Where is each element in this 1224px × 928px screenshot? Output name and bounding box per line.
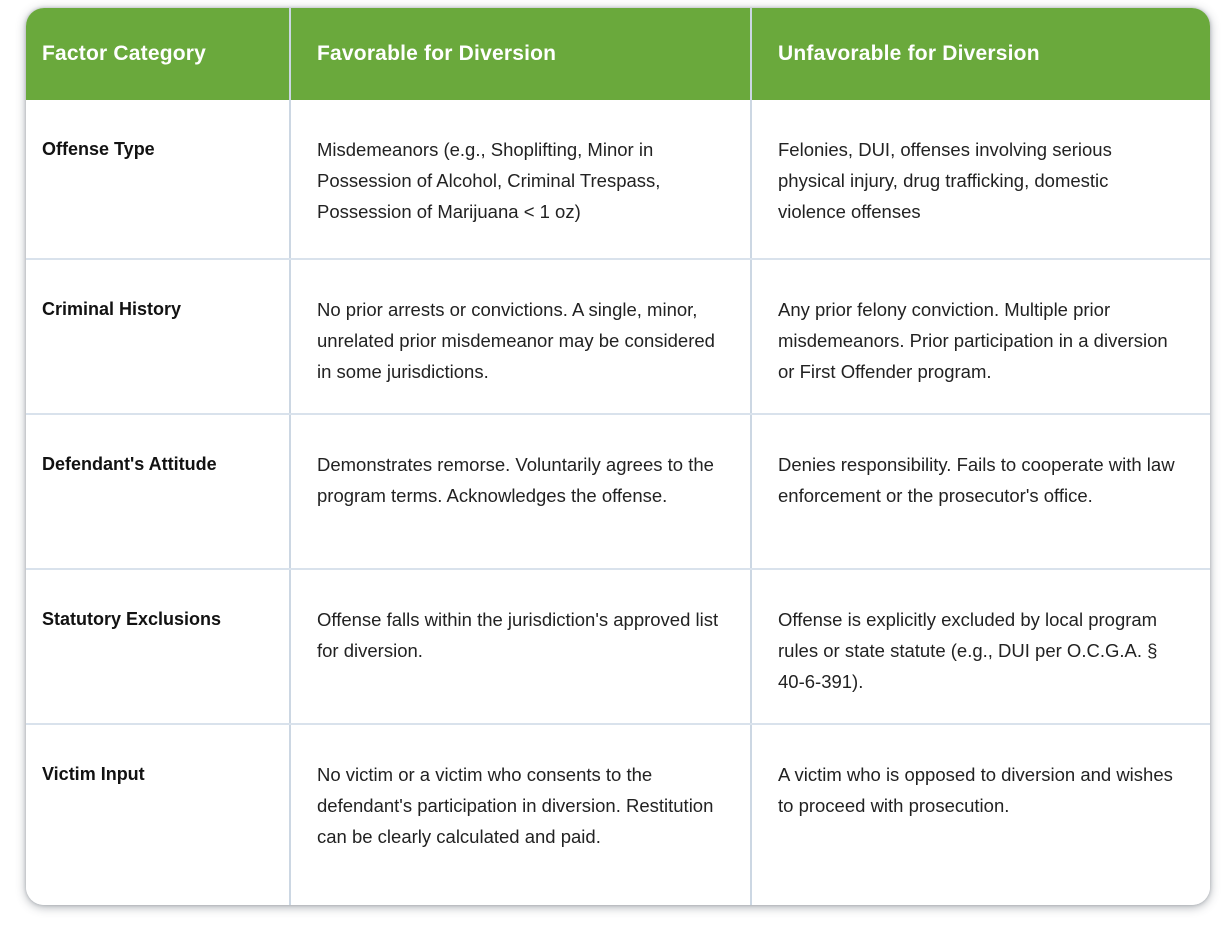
category-cell: Offense Type [42,139,155,159]
table-header-row [26,8,1210,100]
category-cell: Statutory Exclusions [42,609,222,629]
favorable-cell: Offense falls within the jurisdiction's approved list for diversion. [289,570,750,723]
table-row-victim-input [26,723,1210,905]
column-header-favorable: Favorable for Diversion [289,8,750,100]
favorable-cell: Misdemeanors (e.g., Shoplifting, Minor in Possession of Alcohol, Criminal Trespass, Possession of Marijuana < 1 oz) [289,100,750,258]
table-row-criminal-history [26,258,1210,413]
unfavorable-cell: Offense is explicitly excluded by local program rules or state statute (e.g., DUI per O.C.G.A. § 40-6-391). [750,570,1210,723]
favorable-cell: No prior arrests or convictions. A single, minor, unrelated prior misdemeanor may be considered in some jurisdictions. [289,260,750,413]
table-row-offense-type [26,100,1210,258]
favorable-cell: Demonstrates remorse. Voluntarily agrees to the program terms. Acknowledges the offense. [289,415,750,568]
unfavorable-cell: Denies responsibility. Fails to cooperate with law enforcement or the prosecutor's office. [750,415,1210,568]
unfavorable-cell: A victim who is opposed to diversion and wishes to proceed with prosecution. [750,725,1210,905]
diversion-factors-table [26,8,1210,905]
unfavorable-cell: Felonies, DUI, offenses involving serious physical injury, drug trafficking, domestic violence offenses [750,100,1210,258]
category-cell: Victim Input [42,764,145,784]
unfavorable-cell: Any prior felony conviction. Multiple prior misdemeanors. Prior participation in a diversion or First Offender program. [750,260,1210,413]
column-header-unfavorable: Unfavorable for Diversion [750,8,1210,100]
table-row-defendants-attitude [26,413,1210,568]
category-cell: Defendant's Attitude [42,454,217,474]
column-header-factor-category: Factor Category [42,42,207,65]
table-row-statutory-exclusions [26,568,1210,723]
favorable-cell: No victim or a victim who consents to the defendant's participation in diversion. Restitution can be clearly calculated and paid. [289,725,750,905]
category-cell: Criminal History [42,299,182,319]
